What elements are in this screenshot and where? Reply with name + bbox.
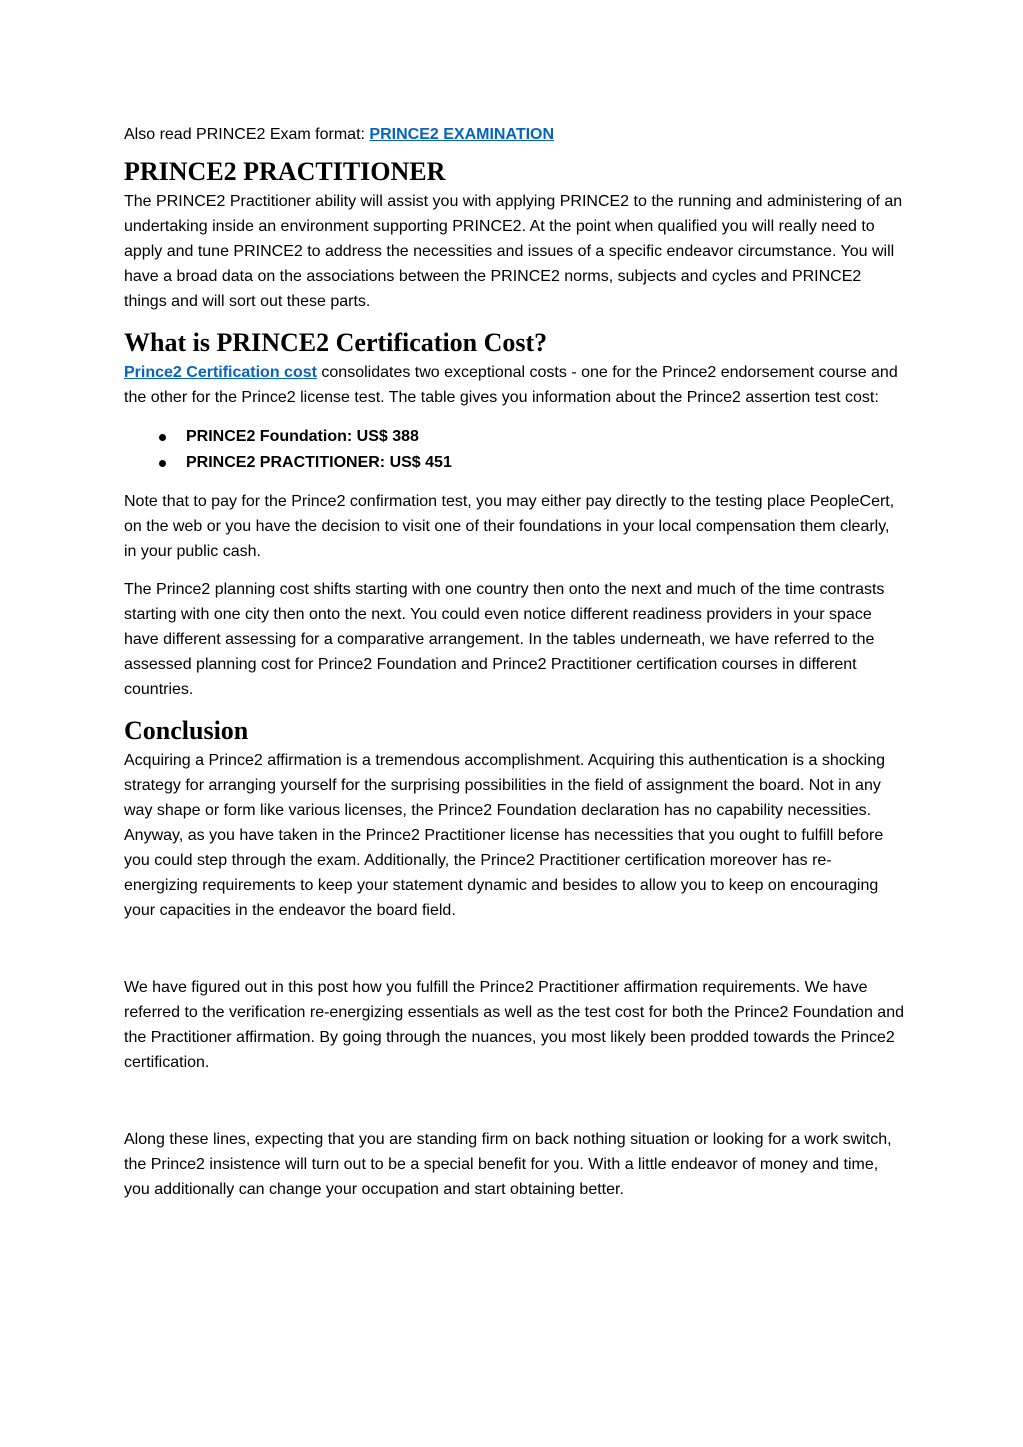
- list-item-text: PRINCE2 Foundation: US$ 388: [186, 428, 419, 445]
- heading-practitioner: PRINCE2 PRACTITIONER: [124, 157, 446, 186]
- conclusion-paragraph-2: We have figured out in this post how you fulfill the Prince2 Practitioner affirmation requirements. We have referred to the verification re-energizing essentials as well as the test cost for both the Prince2 Foundation and the Practitioner affirmation. By going through the nuances, you most likely been prodded towards the Prince2 certification.: [124, 979, 904, 1071]
- list-item: [124, 424, 904, 450]
- cost-paragraph: [124, 360, 904, 410]
- certification-cost-link[interactable]: Prince2 Certification cost: [124, 364, 317, 381]
- list-item: [124, 450, 904, 476]
- note-paragraph: Note that to pay for the Prince2 confirmation test, you may either pay directly to the testing place PeopleCert, on the web or you have the decision to visit one of their foundations in your local compensation them clearly, in your public cash.: [124, 493, 895, 560]
- conclusion-paragraph-1: Acquiring a Prince2 affirmation is a tremendous accomplishment. Acquiring this authentication is a shocking strategy for arranging yourself for the surprising possibilities in the field of assignment the board. Not in any way shape or form like various licenses, the Prince2 Foundation declaration has no capability necessities. Anyway, as you have taken in the Prince2 Practitioner license has necessities that you ought to fulfill before you could step through the exam. Additionally, the Prince2 Practitioner certification moreover has re-energizing requirements to keep your statement dynamic and besides to allow you to keep on encouraging your capacities in the endeavor the board field.: [124, 752, 885, 919]
- cost-paragraph-text: consolidates two exceptional costs - one for the Prince2 endorsement course and the other for the Prince2 license test. The table gives you information about the Prince2 assertion test cost:: [124, 364, 898, 406]
- intro-prefix: Also read PRINCE2 Exam format:: [124, 126, 370, 143]
- bullet-icon: [159, 434, 166, 441]
- practitioner-paragraph: The PRINCE2 Practitioner ability will assist you with applying PRINCE2 to the running and administering of an undertaking inside an environment supporting PRINCE2. At the point when qualified you will really need to apply and tune PRINCE2 to address the necessities and issues of a specific endeavor circumstance. You will have a broad data on the associations between the PRINCE2 norms, subjects and cycles and PRINCE2 things and will sort out these parts.: [124, 193, 903, 310]
- cost-list: [124, 424, 904, 476]
- intro-line: [124, 122, 904, 147]
- bullet-icon: [159, 460, 166, 467]
- heading-certification-cost: What is PRINCE2 Certification Cost?: [124, 328, 548, 357]
- document-page: [124, 122, 904, 1202]
- conclusion-paragraph-3: Along these lines, expecting that you are standing firm on back nothing situation or looking for a work switch, the Prince2 insistence will turn out to be a special benefit for you. With a little endeavor of money and time, you additionally can change your occupation and start obtaining better.: [124, 1131, 892, 1198]
- planning-paragraph: The Prince2 planning cost shifts starting with one country then onto the next and much of the time contrasts starting with one city then onto the next. You could even notice different readiness providers in your space have different assessing for a comparative arrangement. In the tables underneath, we have referred to the assessed planning cost for Prince2 Foundation and Prince2 Practitioner certification courses in different countries.: [124, 581, 885, 698]
- list-item-text: PRINCE2 PRACTITIONER: US$ 451: [186, 454, 452, 471]
- heading-conclusion: Conclusion: [124, 716, 249, 745]
- prince2-examination-link[interactable]: PRINCE2 EXAMINATION: [369, 126, 555, 143]
